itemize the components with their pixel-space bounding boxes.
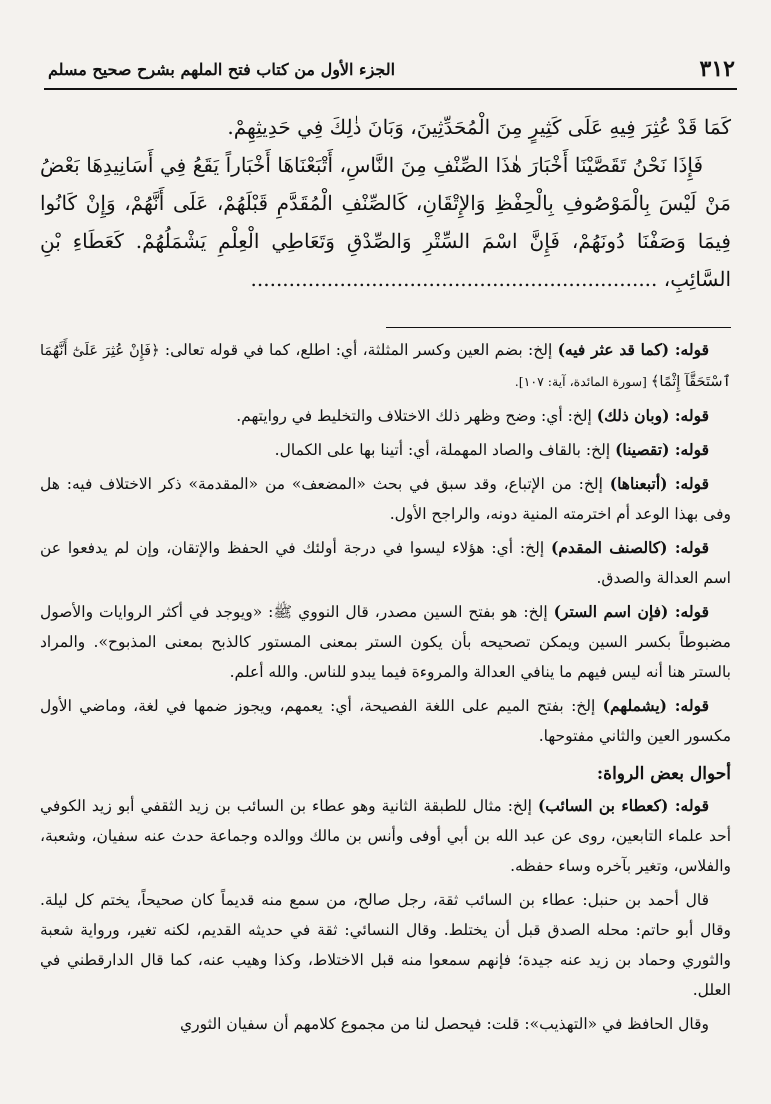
note-4-label: قوله: (أتبعناها) (609, 474, 709, 493)
note-5-label: قوله: (كالصنف المقدم) (551, 538, 709, 557)
note-2 (40, 401, 731, 431)
note-8-text: إلخ: مثال للطبقة الثانية وهو عطاء بن السائب بن زيد الثقفي أبو زيد الكوفي أحد علماء التابعين، روى عن عبد الله بن أبي أوفى وأنس بن مالك ووالده وجماعة حدث عنه سفيان، وشعبة، والفلاس، وتغير بآخره وساء حفظه. (40, 797, 731, 875)
main-text (40, 108, 731, 298)
running-title: الجزء الأول من كتاب فتح الملهم بشرح صحيح مسلم (48, 59, 396, 79)
footnote-rule (386, 327, 731, 328)
note-4-text: إلخ: من الإتباع، وقد سبق في بحث «المضعف» من «المقدمة» ذكر الاختلاف فيه: هل وفى بهذا الوعد أم اخترمته المنية دونه، والراجح الأول. (40, 475, 731, 523)
note-2-label: قوله: (وبان ذلك) (596, 406, 709, 425)
note-1-text: إلخ: بضم العين وكسر المثلثة، أي: اطلع، كما في قوله تعالى: (159, 341, 558, 359)
quran-verse: ﴿فَإِنْ عُثِرَ عَلَىٰٓ أَنَّهُمَا ٱسْتَحَقَّآ إِثْمًا﴾ (40, 343, 731, 390)
note-5-text: إلخ: أي: هؤلاء ليسوا في درجة أولئك في الحفظ والإتقان، وإن لم يدفعوا عن اسم العدالة والصدق. (40, 539, 731, 587)
header-rule (44, 88, 737, 90)
note-8 (40, 791, 731, 881)
note-2-text: إلخ: أي: وضح وظهر ذلك الاختلاف والتخليط في روايتهم. (236, 407, 597, 425)
matn-dots: ................................................................ (250, 267, 658, 291)
paragraph-hafiz: وقال الحافظ في «التهذيب»: قلت: فيحصل لنا من مجموع كلامهم أن سفيان الثوري (180, 1015, 709, 1033)
note-6-text: إلخ: هو بفتح السين مصدر، قال النووي ﷺ: «ويوجد في أكثر الروايات والأصول مضبوطاً بكسر السين ويمكن تصحيحه بأن يكون الستر بمعنى المستور كالذبح بمعنى المذبوح». والمراد بالستر هنا أنه ليس فيهم ما ينافي العدالة والمروءة فيما يبدو للناس. والله أعلم. (40, 603, 731, 681)
matn-paragraph-1: كَمَا قَدْ عُثِرَ فِيهِ عَلَى كَثِيرٍ مِنَ الْمُحَدِّثِينَ، وَبَانَ ذٰلِكَ فِي حَدِيثِهِمْ. (227, 115, 731, 139)
paragraph-ahmad: قال أحمد بن حنبل: عطاء بن السائب ثقة، رجل صالح، من سمع منه قديماً كان صحيحاً، يختم كل ليلة. وقال أبو حاتم: محله الصدق قبل أن يختلط. وقال النسائي: ثقة في حديثه القديم، لكنه تغير، ورواية شعبة والثوري وحماد بن زيد عنه جيدة؛ فإنهم سمعوا منه قبل الاختلاط، وكذا وهيب عنه، كما قال الدارقطني في العلل. (40, 891, 731, 999)
note-6 (40, 597, 731, 687)
matn-paragraph-2-text: فَإِذَا نَحْنُ تَقَصَّيْنَا أَخْبَارَ هٰذَا الصِّنْفِ مِنَ النَّاسِ، أَتْبَعْنَاهَا أَخْبَاراً يَقَعُ فِي أَسَانِيدِهَا بَعْضُ مَنْ لَيْسَ بِالْمَوْصُوفِ بِالْحِفْظِ وَالإِتْقَانِ، كَالصِّنْفِ الْمُقَدَّمِ قَبْلَهُمْ، عَلَى أَنَّهُمْ، وَإِنْ كَانُوا فِيمَا وَصَفْنَا دُونَهُمْ، فَإِنَّ اسْمَ السِّتْرِ وَالصِّدْقِ وَتَعَاطِي الْعِلْمِ يَشْمَلُهُمْ. كَعَطَاءِ بْنِ السَّائِبِ، (40, 153, 731, 291)
note-5 (40, 533, 731, 593)
page-number: ٣١٢ (699, 56, 735, 82)
verse-reference: [سورة المائدة، آية: ١٠٧]. (514, 374, 651, 389)
note-7 (40, 691, 731, 751)
note-3-label: قوله: (تقصينا) (615, 440, 709, 459)
note-7-text: إلخ: بفتح الميم على اللغة الفصيحة، أي: يعمهم، ويجوز ضمها في لغة، وماضي الأول مكسور العين والثاني مفتوحها. (40, 697, 731, 745)
matn-paragraph-2 (40, 146, 731, 298)
section-heading: أحوال بعض الرواة: (596, 764, 731, 784)
note-7-label: قوله: (يشملهم) (602, 696, 709, 715)
note-1 (40, 335, 731, 397)
commentary (40, 335, 731, 1043)
note-3-text: إلخ: بالقاف والصاد المهملة، أي: أتينا بها على الكمال. (274, 441, 616, 459)
page-header (48, 54, 735, 84)
note-1-label: قوله: (كما قد عثر فيه) (557, 340, 709, 359)
note-3 (40, 435, 731, 465)
note-6-label: قوله: (فإن اسم الستر) (553, 602, 709, 621)
note-8-label: قوله: (كعطاء بن السائب) (537, 796, 709, 815)
note-4 (40, 469, 731, 529)
